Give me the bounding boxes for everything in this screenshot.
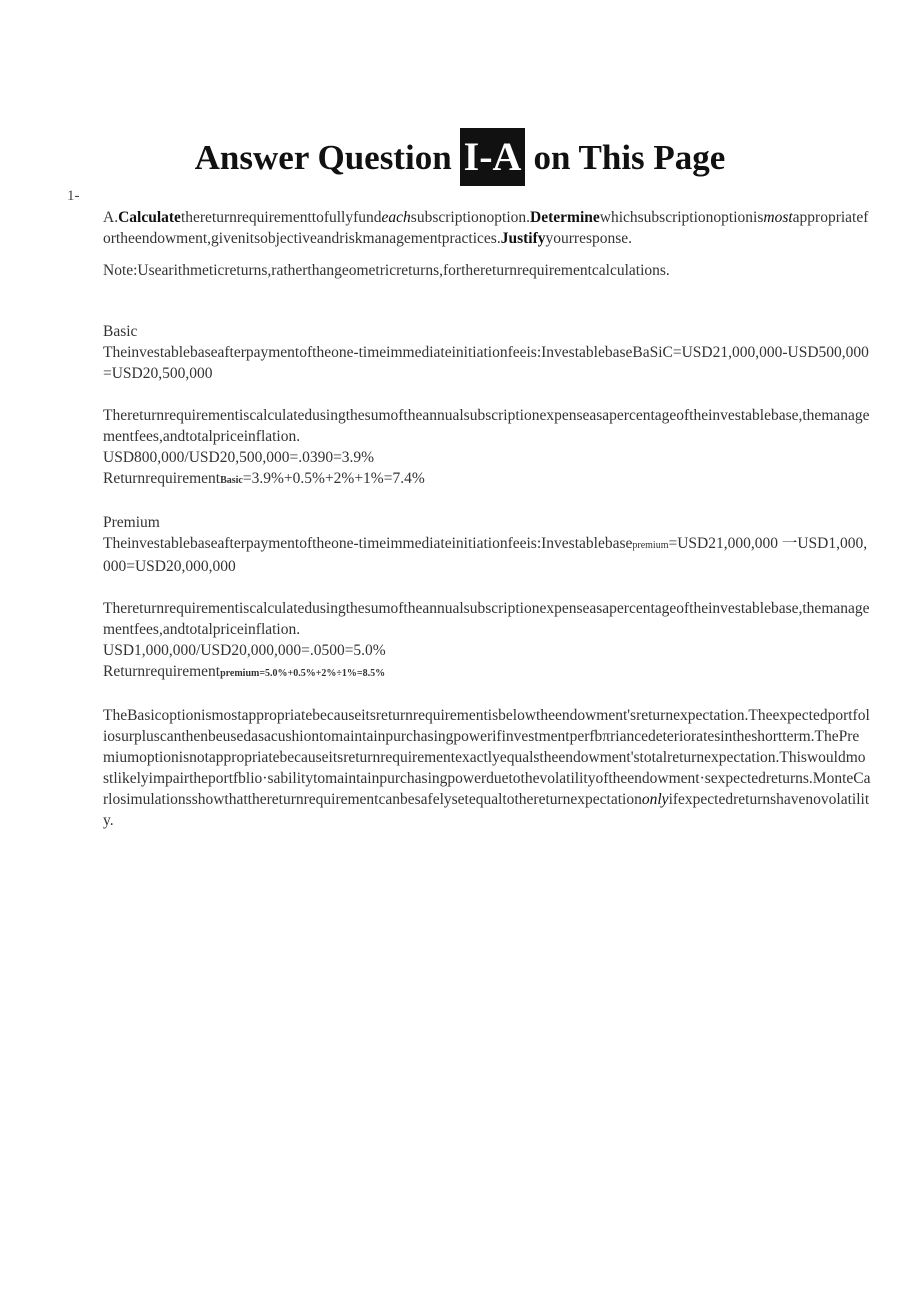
result-label: Returnrequirement: [103, 470, 221, 487]
prompt-text: whichsubscriptionoptionis: [599, 209, 764, 226]
premium-base-text: [103, 533, 871, 577]
result-subscript: premium=5.0%+0.5%+2%÷1%=8.5%: [220, 668, 386, 679]
note: Note:Usearithmeticreturns,ratherthangeometricreturns,forthereturnrequirementcalculations.: [103, 262, 670, 279]
premium-base-subscript: premium: [632, 540, 669, 551]
basic-heading: Basic: [103, 323, 138, 340]
premium-heading: Premium: [103, 514, 160, 531]
basic-base-text: Theinvestablebaseafterpaymentoftheone-timeimmediateinitiationfeeis:InvestablebaseBaSiC=USD21,000,000-USD500,000=USD20,500,000: [103, 344, 869, 382]
prompt-text: thereturnrequirementtofullyfund: [180, 209, 382, 226]
conclusion-text-b: ifexpectedreturnshavenovolatility.: [103, 791, 870, 829]
prompt-text: subscriptionoption.: [410, 209, 531, 226]
question-number: 1-: [67, 188, 80, 204]
prompt-text: A.: [103, 209, 119, 226]
result-subscript: Basic: [220, 475, 243, 486]
basic-calc-line: USD800,000/USD20,500,000=.0390=3.9%: [103, 449, 375, 466]
title-before: Answer Question: [194, 138, 452, 177]
premium-result: [103, 661, 871, 684]
prompt-emphasis-most: most: [763, 209, 793, 226]
prompt-text: yourresponse.: [545, 230, 633, 247]
premium-requirement-text: Thereturnrequirementiscalculatedusingthesumoftheannualsubscriptionexpenseasapercentageoftheinvestablebase,themanagementfees,andtotalpriceinflation.: [103, 600, 870, 638]
answer-body: [103, 207, 871, 831]
prompt-text: appropriatefortheendowment,givenitsobjectiveandriskmanagementpractices.: [103, 209, 869, 247]
page-title: [0, 128, 920, 188]
prompt-emphasis-each: each: [381, 209, 411, 226]
conclusion-text-a: TheBasicoptionismostappropriatebecauseitsreturnrequirementisbelowtheendowment'sreturnexpectation.Theexpectedportfoliosurpluscanthenbeusedasacushiontomaintainpurchasingpowerifinvestmentperfbπriancedeterioratesintheshortterm.ThePremiumoptionisnotappropriatebecauseitsreturnrequirementexactlyequalstheendowment'stotalreturnexpectation.Thiswouldmostlikelyimpairtheportfblio·sabilitytomaintainpurchasingpowerduetothevolatilityoftheendowment·sexpectedreturns.MonteCarlosimulationsshowthatthereturnrequirementcanbesafelysetequaltothereturnexpectation: [103, 707, 871, 808]
result-formula: =3.9%+0.5%+2%+1%=7.4%: [242, 470, 425, 487]
prompt-keyword-justify: Justify: [500, 230, 546, 247]
conclusion: [103, 705, 871, 831]
prompt-keyword-determine: Determine: [530, 209, 600, 226]
premium-base-text-b: =USD21,000,000 一USD1,000,000=USD20,000,000: [103, 535, 868, 575]
prompt-keyword-calculate: Calculate: [118, 209, 181, 226]
premium-base-text-a: Theinvestablebaseafterpaymentoftheone-timeimmediateinitiationfeeis:Investablebase: [103, 535, 633, 552]
premium-calc-line: USD1,000,000/USD20,000,000=.0500=5.0%: [103, 642, 386, 659]
question-id-box: I-A: [460, 128, 526, 186]
basic-result: [103, 468, 871, 491]
result-label: Returnrequirement: [103, 663, 221, 680]
question-prompt: [103, 207, 871, 249]
conclusion-emphasis-only: only: [641, 791, 669, 808]
basic-requirement-text: Thereturnrequirementiscalculatedusingthesumoftheannualsubscriptionexpenseasapercentageoftheinvestablebase,themanagementfees,andtotalpriceinflation.: [103, 407, 870, 445]
title-after: on This Page: [533, 138, 726, 177]
